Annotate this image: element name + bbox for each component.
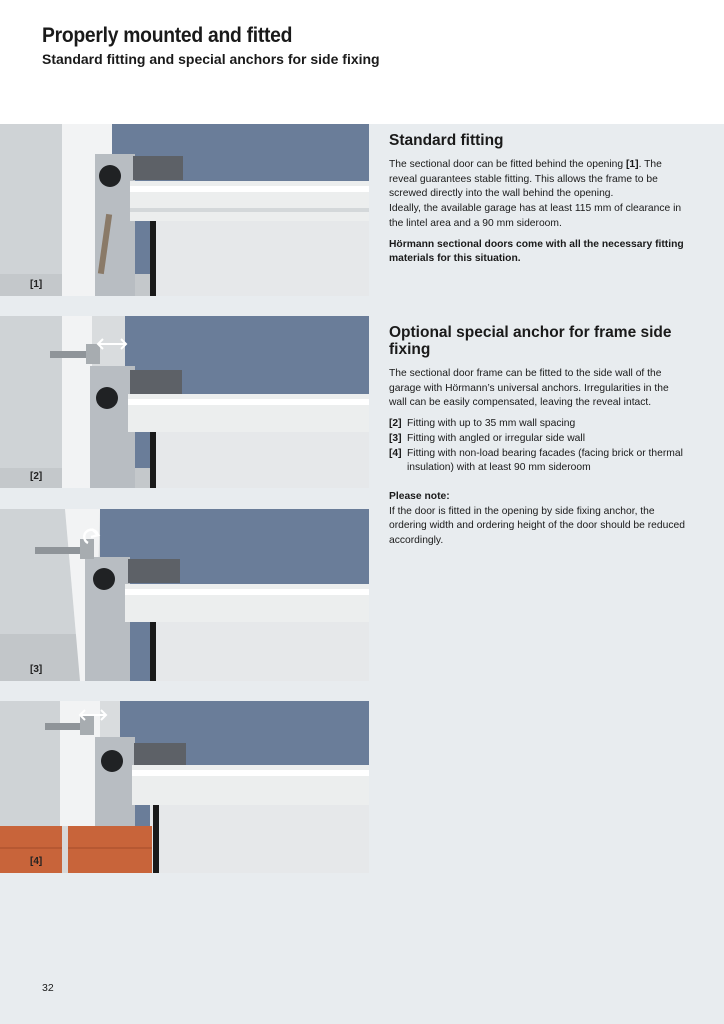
fitting-options-list — [389, 417, 689, 476]
page-number: 32 — [42, 982, 54, 994]
figure-4-illustration — [0, 701, 369, 873]
figure-label: [3] — [30, 664, 43, 675]
special-anchor-section — [389, 324, 689, 555]
paragraph: The sectional door can be fitted behind the opening [1]. The reveal guarantees stable fitting. This allows the frame to be screwed directly into the wall behind the opening. Ideally, the available garage has at least 115 mm of clearance in the lintel area and a 90 mm sideroom. — [389, 159, 682, 229]
figure-2-illustration — [0, 316, 369, 488]
page-header — [0, 0, 724, 124]
figure-1 — [0, 124, 369, 296]
page-title: Properly mounted and fitted — [42, 24, 293, 47]
list-item: [2] Fitting with up to 35 mm wall spacing — [389, 418, 576, 430]
figure-2 — [0, 316, 369, 488]
page-subtitle: Standard fitting and special anchors for side fixing — [42, 51, 380, 67]
figure-1-illustration — [0, 124, 369, 296]
figure-label: [2] — [30, 471, 43, 482]
highlight-note: Hörmann sectional doors come with all the necessary fitting materials for this situation. — [389, 238, 684, 265]
figure-4 — [0, 701, 369, 873]
section-heading: Standard fitting — [389, 132, 504, 149]
standard-fitting-section — [389, 132, 689, 273]
list-item: [4] Fitting with non-load bearing facades (facing brick or thermal insulation) with at least 90 mm sideroom — [389, 447, 683, 474]
figure-3-illustration — [0, 509, 369, 681]
figure-3 — [0, 509, 369, 681]
please-note-title: Please note: — [389, 490, 450, 502]
figure-label: [1] — [30, 279, 43, 290]
section-heading: Optional special anchor for frame side fixing — [389, 324, 672, 358]
list-item: [3] Fitting with angled or irregular side wall — [389, 432, 585, 444]
figure-label: [4] — [30, 856, 43, 867]
please-note-text: If the door is fitted in the opening by side fixing anchor, the ordering width and ordering height of the door should be reduced accordingly. — [389, 505, 685, 547]
paragraph: The sectional door frame can be fitted to the side wall of the garage with Hörmann’s universal anchors. Irregularities in the wall can be easily compensated, leaving the reveal intact. — [389, 368, 669, 409]
